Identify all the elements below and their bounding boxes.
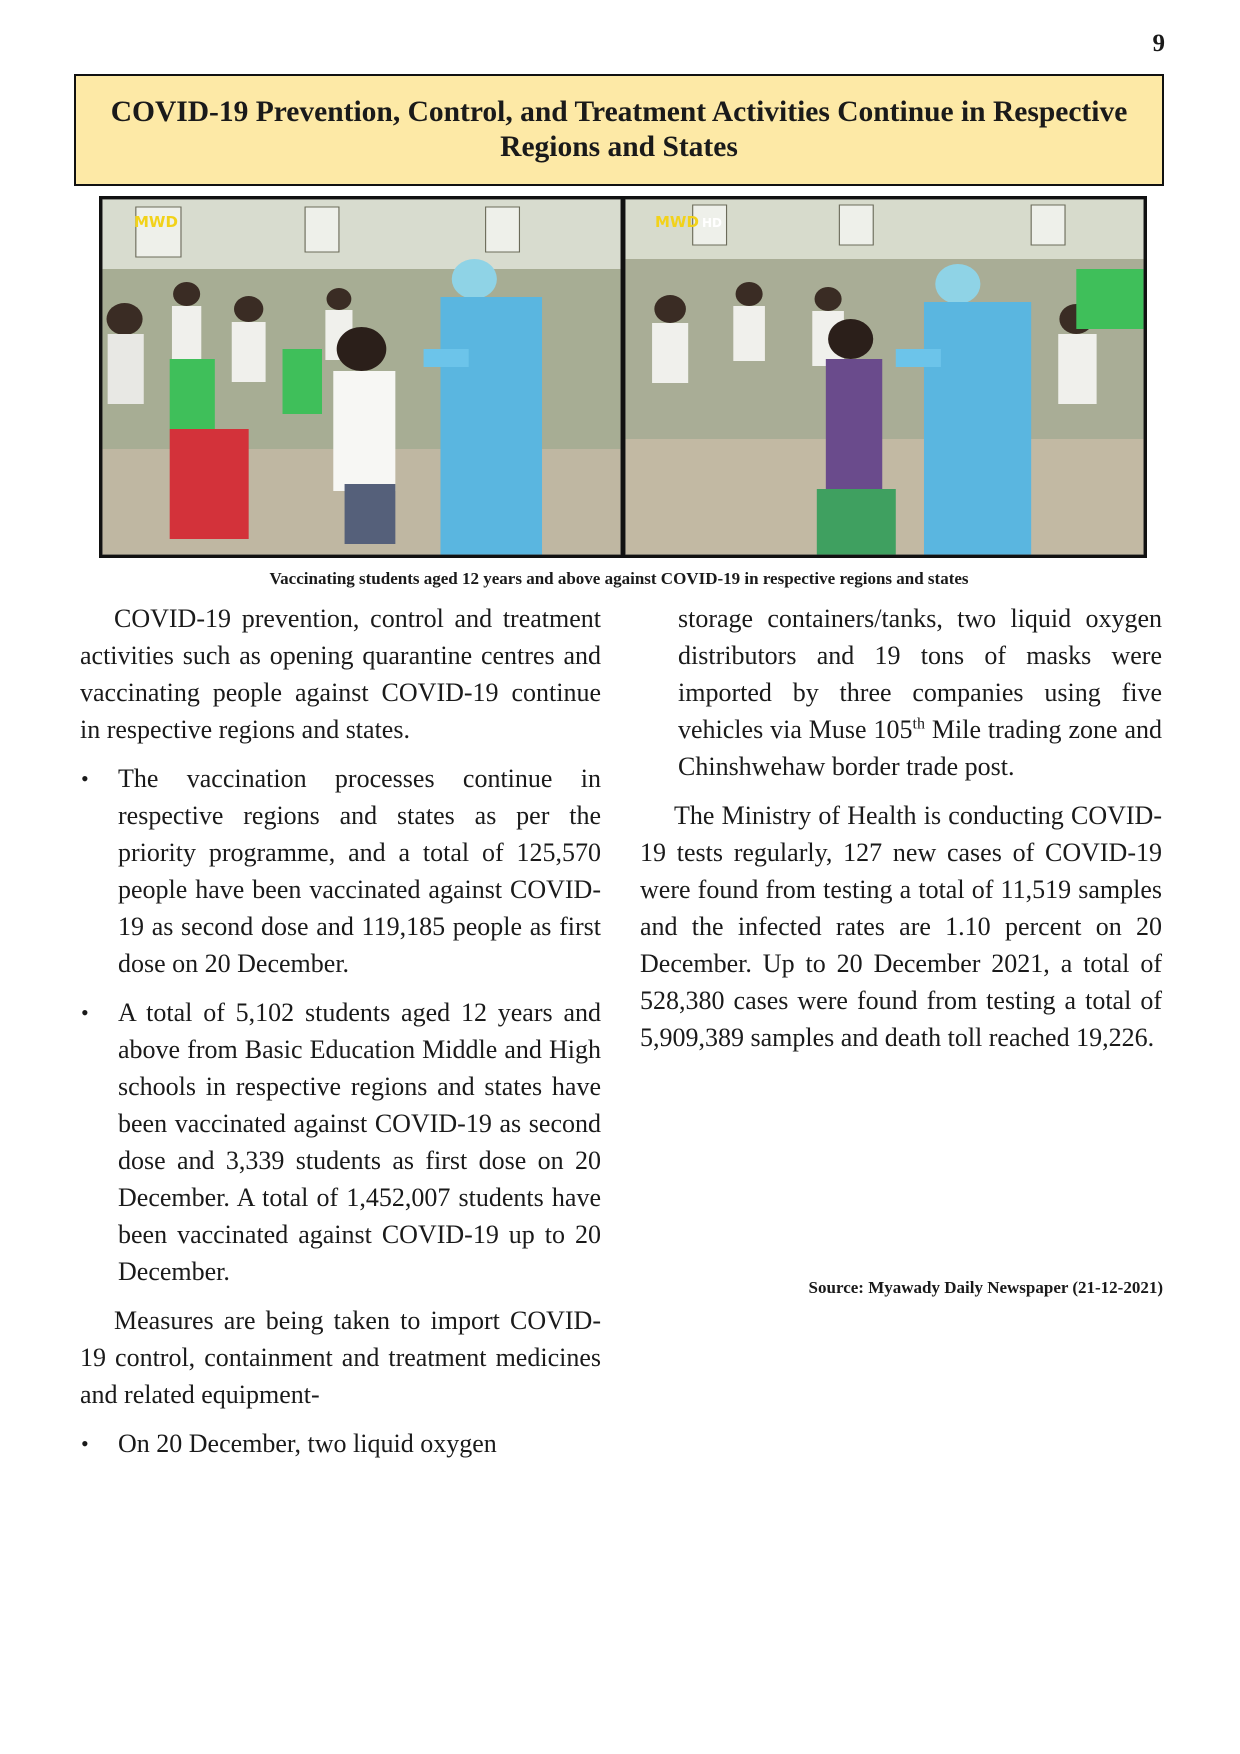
oxygen-continuation-a: storage containers/tanks, two liquid oxygen distributors and 19 tons of masks were imported by three companies using five vehicles via Muse 105 [678, 604, 1162, 744]
right-column [640, 600, 1162, 1068]
channel-logo-hd: HD [701, 216, 722, 230]
bullet-list-1 [80, 760, 601, 1290]
photo-left [102, 199, 621, 555]
bullet-text: A total of 5,102 students aged 12 years and above from Basic Education Middle and High schools in respective regions and states have been vaccinated against COVID-19 as second dose and 3,339 students as first dose on 20 December. A total of 1,452,007 students have been vaccinated against COVID-19 up to 20 December. [118, 998, 601, 1286]
page-number: 9 [1152, 30, 1165, 57]
channel-logo-left: MWD [134, 213, 178, 231]
intro-paragraph: COVID-19 prevention, control and treatment activities such as opening quarantine centres and vaccinating people against COVID-19 continue in respective regions and states. [80, 604, 601, 744]
bullet-list-2 [80, 1425, 601, 1462]
article-title: COVID-19 Prevention, Control, and Treatment Activities Continue in Respective Regions and States [110, 96, 1128, 163]
ordinal-superscript: th [912, 715, 925, 733]
bullet-dot: • [81, 766, 89, 791]
bullet-dot: • [81, 1000, 89, 1025]
photo-frame [99, 196, 1147, 558]
bullet-text: On 20 December, two liquid oxygen [118, 1429, 497, 1458]
vaccination-photo-left [102, 199, 621, 555]
bullet-item-oxygen [80, 1425, 601, 1462]
source-credit: Source: Myawady Daily Newspaper (21-12-2021) [808, 1278, 1163, 1297]
vaccination-photo-right [625, 199, 1144, 555]
bullet-dot: • [81, 1431, 89, 1456]
channel-logo-right [655, 213, 722, 231]
oxygen-continuation [678, 600, 1162, 785]
bullet-item-students [80, 994, 601, 1290]
left-column [80, 600, 601, 1474]
channel-logo-right-text: MWD [655, 213, 699, 231]
photo-right [625, 199, 1144, 555]
bullet-text: The vaccination processes continue in respective regions and states as per the priority programme, and a total of 125,570 people have been vaccinated against COVID-19 as second dose and 119,185 people as first dose on 20 December. [118, 764, 601, 978]
photo-caption: Vaccinating students aged 12 years and above against COVID-19 in respective regions and states [269, 569, 969, 588]
ministry-paragraph: The Ministry of Health is conducting COVID-19 tests regularly, 127 new cases of COVID-19 were found from testing a total of 11,519 samples and the infected rates are 1.10 percent on 20 December. Up to 20 December 2021, a total of 528,380 cases were found from testing a total of 5,909,389 samples and death toll reached 19,226. [640, 801, 1162, 1052]
title-box [74, 74, 1164, 186]
oxygen-continuation-b: Mile trading zone and Chinshwehaw border trade post. [678, 715, 1163, 781]
measures-paragraph: Measures are being taken to import COVID-19 control, containment and treatment medicines and related equipment- [80, 1306, 601, 1409]
bullet-item-vaccination [80, 760, 601, 982]
